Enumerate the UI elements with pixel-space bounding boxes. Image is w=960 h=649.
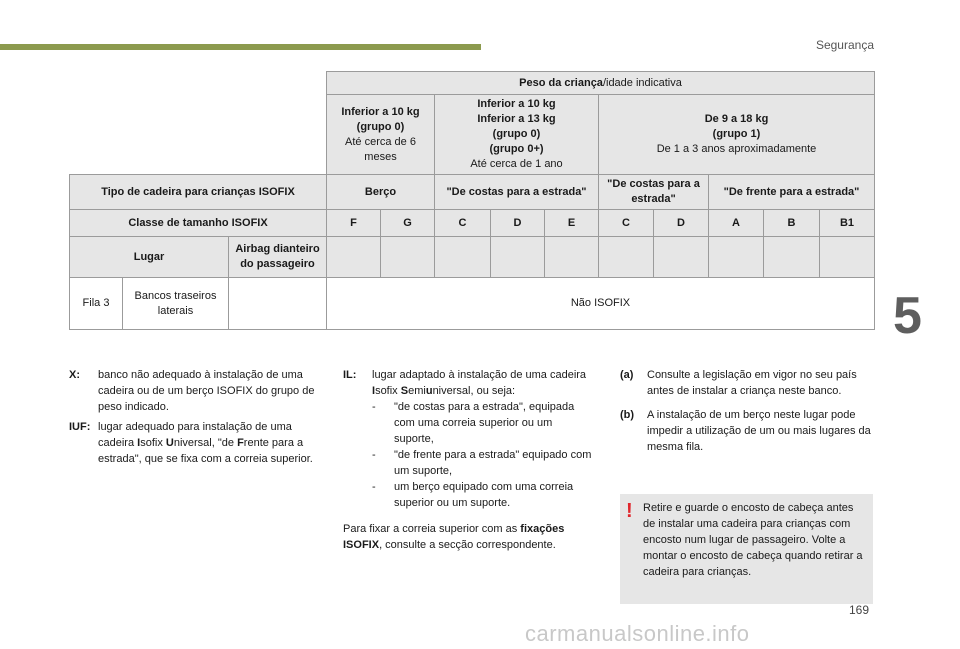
group-1-header: De 9 a 18 kg (grupo 1) De 1 a 3 anos aproximadamente bbox=[599, 95, 875, 175]
empty-cell bbox=[381, 237, 435, 278]
watermark: carmanualsonline.info bbox=[525, 621, 750, 646]
size-class-cell: D bbox=[491, 210, 545, 237]
size-class-cell: D bbox=[654, 210, 709, 237]
section-title: Segurança bbox=[815, 38, 874, 52]
note-b: (b) A instalação de um berço neste lugar pode impedir a utilização de um ou mais lugares da mesma fila. bbox=[620, 409, 871, 453]
weight-group-title: Peso da criança/idade indicativa bbox=[327, 72, 875, 95]
legend-column-middle bbox=[343, 367, 593, 553]
empty-cell bbox=[327, 237, 381, 278]
legend-iuf: IUF: lugar adequado para instalação de uma cadeira Isofix Universal, "de Frente para a estrada", que se fixa com a correia superior. bbox=[69, 421, 313, 465]
size-class-cell: E bbox=[545, 210, 599, 237]
empty-cell bbox=[599, 237, 654, 278]
isofix-table bbox=[69, 71, 875, 330]
il-list bbox=[343, 399, 593, 511]
empty-cell bbox=[654, 237, 709, 278]
empty-cell bbox=[764, 237, 820, 278]
page-number: 169 bbox=[848, 603, 869, 617]
warning-text: Retire e guarde o encosto de cabeça antes de instalar uma cadeira para crianças com encosto num lugar de passageiro. Volte a montar o encosto de cabeça quando retirar a cadeira para crianças. bbox=[643, 502, 863, 578]
isofix-fixing-note: Para fixar a correia superior com as fixações ISOFIX, consulte a secção correspondente. bbox=[343, 523, 565, 551]
row-label-fila: Fila 3 bbox=[70, 278, 123, 330]
legend-column-left bbox=[69, 367, 324, 471]
list-item: - "de frente para a estrada" equipado com um suporte, bbox=[372, 449, 592, 477]
chapter-number: 5 bbox=[893, 287, 922, 345]
size-class-cell: C bbox=[435, 210, 491, 237]
airbag-value-cell bbox=[229, 278, 327, 330]
legend-column-right bbox=[620, 367, 873, 459]
list-item: - "de costas para a estrada", equipada com uma correia superior ou um suporte, bbox=[372, 401, 575, 445]
seat-label: Lugar bbox=[70, 237, 229, 278]
warning-box bbox=[620, 494, 873, 604]
seat-type-cell: "De costas para a estrada" bbox=[435, 175, 599, 210]
size-class-cell: F bbox=[327, 210, 381, 237]
size-class-cell: B bbox=[764, 210, 820, 237]
warning-icon: ! bbox=[626, 500, 633, 522]
airbag-label: Airbag dianteiro do passageiro bbox=[229, 237, 327, 278]
seat-type-cell: Berço bbox=[327, 175, 435, 210]
empty-cell bbox=[435, 237, 491, 278]
legend-x: X: banco não adequado à instalação de uma cadeira ou de um berço ISOFIX do grupo de peso indicado. bbox=[69, 369, 315, 413]
legend-il: IL: lugar adaptado à instalação de uma cadeira Isofix Semiuniversal, ou seja: bbox=[343, 369, 587, 397]
row-value: Não ISOFIX bbox=[327, 278, 875, 330]
group-0plus-header: Inferior a 10 kg Inferior a 13 kg (grupo 0) (grupo 0+) Até cerca de 1 ano bbox=[435, 95, 599, 175]
size-class-cell: G bbox=[381, 210, 435, 237]
row-label-seat: Bancos traseiros laterais bbox=[123, 278, 229, 330]
group-0-header: Inferior a 10 kg (grupo 0) Até cerca de 6 meses bbox=[327, 95, 435, 175]
list-item: - um berço equipado com uma correia superior ou um suporte. bbox=[372, 481, 574, 509]
size-class-label: Classe de tamanho ISOFIX bbox=[70, 210, 327, 237]
empty-cell bbox=[820, 237, 875, 278]
empty-cell bbox=[491, 237, 545, 278]
header-accent-bar bbox=[0, 44, 481, 50]
note-a: (a) Consulte a legislação em vigor no seu país antes de instalar a criança neste banco. bbox=[620, 369, 857, 397]
seat-type-label: Tipo de cadeira para crianças ISOFIX bbox=[70, 175, 327, 210]
empty-cell bbox=[545, 237, 599, 278]
empty-cell bbox=[709, 237, 764, 278]
size-class-cell: B1 bbox=[820, 210, 875, 237]
size-class-cell: C bbox=[599, 210, 654, 237]
seat-type-cell: "De costas para a estrada" bbox=[599, 175, 709, 210]
seat-type-cell: "De frente para a estrada" bbox=[709, 175, 875, 210]
size-class-cell: A bbox=[709, 210, 764, 237]
